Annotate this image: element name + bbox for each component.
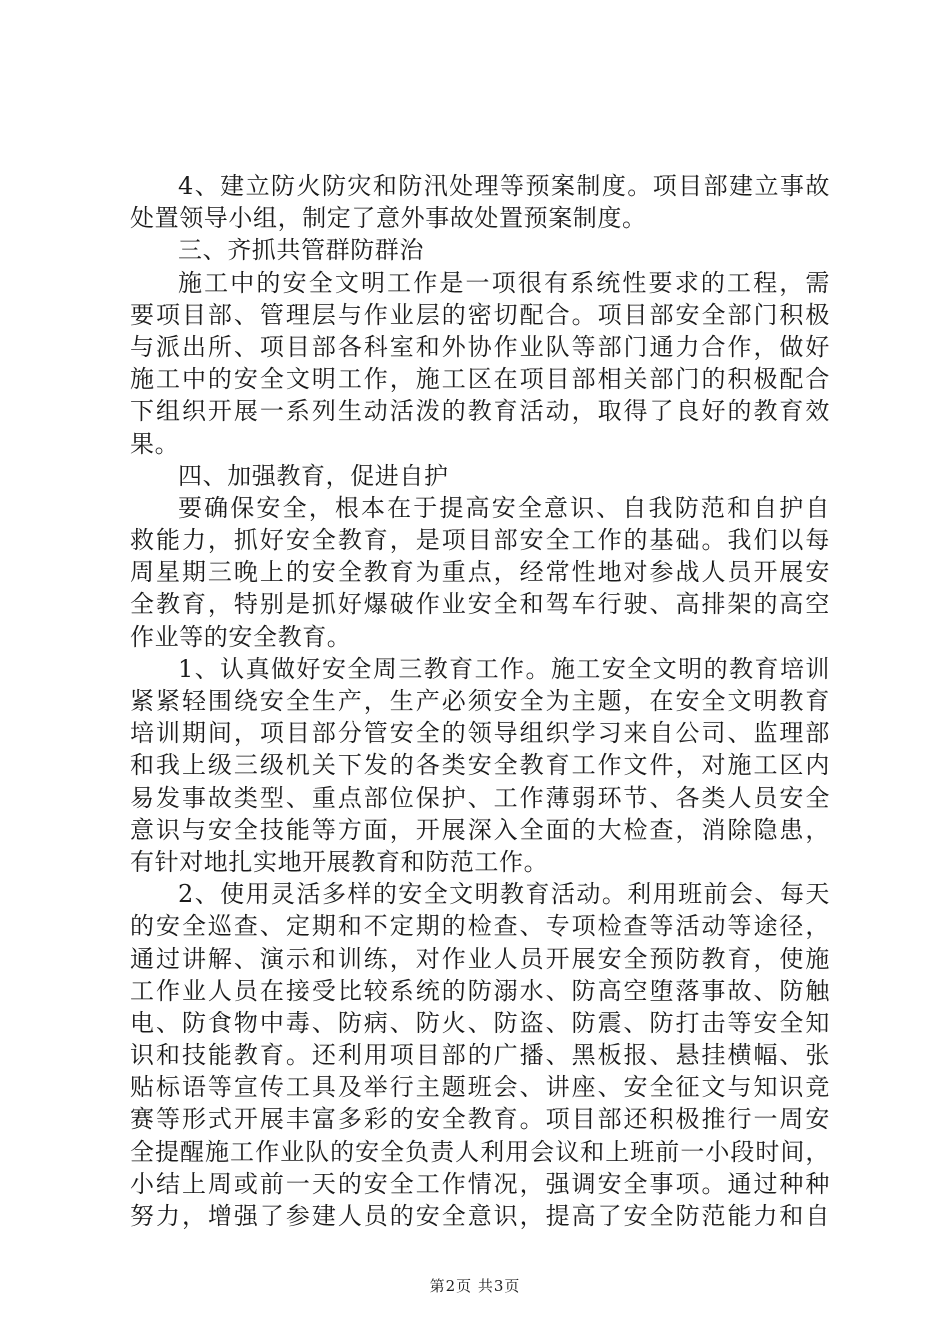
text-line: 四、加强教育，促进自护 [178, 461, 449, 490]
text-line: 识和技能教育。还利用项目部的广播、黑板报、悬挂横幅、张 [130, 1041, 830, 1070]
text-line: 4、建立防火防灾和防汛处理等预案制度。项目部建立事故 [178, 172, 830, 200]
page-footer: 第2页 共3页 [429, 1277, 521, 1295]
text-line: 努力，增强了参建人员的安全意识，提高了安全防范能力和自 [130, 1202, 830, 1230]
text-line: 全提醒施工作业队的安全负责人利用会议和上班前一小段时间， [130, 1137, 830, 1166]
text-line: 处置领导小组，制定了意外事故处置预案制度。 [130, 204, 647, 233]
text-line: 紧紧轻围绕安全生产，生产必须安全为主题，在安全文明教育 [130, 687, 830, 715]
text-line: 意识与安全技能等方面，开展深入全面的大检查，消除隐患， [130, 815, 830, 844]
text-line: 电、防食物中毒、防病、防火、防盗、防震、防打击等安全知 [130, 1008, 830, 1037]
text-line: 要项目部、管理层与作业层的密切配合。项目部安全部门积极 [130, 300, 830, 329]
text-line: 下组织开展一系列生动活泼的教育活动，取得了良好的教育效 [130, 397, 830, 426]
text-line: 培训期间，项目部分管安全的领导组织学习来自公司、监理部 [130, 719, 830, 748]
text-line: 救能力，抓好安全教育，是项目部安全工作的基础。我们以每 [130, 526, 830, 555]
text-line: 易发事故类型、重点部位保护、工作薄弱环节、各类人员安全 [130, 783, 830, 812]
text-line: 果。 [130, 429, 180, 458]
text-line: 赛等形式开展丰富多彩的安全教育。项目部还积极推行一周安 [130, 1105, 830, 1134]
text-line: 作业等的安全教育。 [130, 622, 352, 651]
text-line: 三、齐抓共管群防群治 [178, 236, 424, 265]
text-line: 小结上周或前一天的安全工作情况，强调安全事项。通过种种 [130, 1169, 830, 1198]
body-text [130, 170, 830, 1232]
text-line: 通过讲解、演示和训练，对作业人员开展安全预防教育，使施 [130, 944, 830, 973]
text-line: 施工中的安全文明工作是一项很有系统性要求的工程，需 [178, 268, 830, 297]
text-line: 有针对地扎实地开展教育和防范工作。 [130, 847, 549, 876]
text-line: 2、使用灵活多样的安全文明教育活动。利用班前会、每天 [178, 880, 830, 909]
text-line: 施工中的安全文明工作，施工区在项目部相关部门的积极配合 [130, 365, 830, 394]
text-line: 工作业人员在接受比较系统的防溺水、防高空堕落事故、防触 [130, 976, 830, 1005]
text-line: 的安全巡查、定期和不定期的检查、专项检查等活动等途径， [130, 912, 830, 941]
text-line: 周星期三晚上的安全教育为重点，经常性地对参战人员开展安 [130, 558, 830, 587]
text-line: 1、认真做好安全周三教育工作。施工安全文明的教育培训 [178, 654, 830, 683]
text-line: 和我上级三级机关下发的各类安全教育工作文件，对施工区内 [130, 751, 830, 780]
text-line: 与派出所、项目部各科室和外协作业队等部门通力合作，做好 [130, 332, 830, 361]
text-line: 要确保安全，根本在于提高安全意识、自我防范和自护自 [178, 493, 830, 522]
text-line: 全教育，特别是抓好爆破作业安全和驾车行驶、高排架的高空 [130, 590, 830, 619]
text-line: 贴标语等宣传工具及举行主题班会、讲座、安全征文与知识竞 [130, 1073, 830, 1102]
